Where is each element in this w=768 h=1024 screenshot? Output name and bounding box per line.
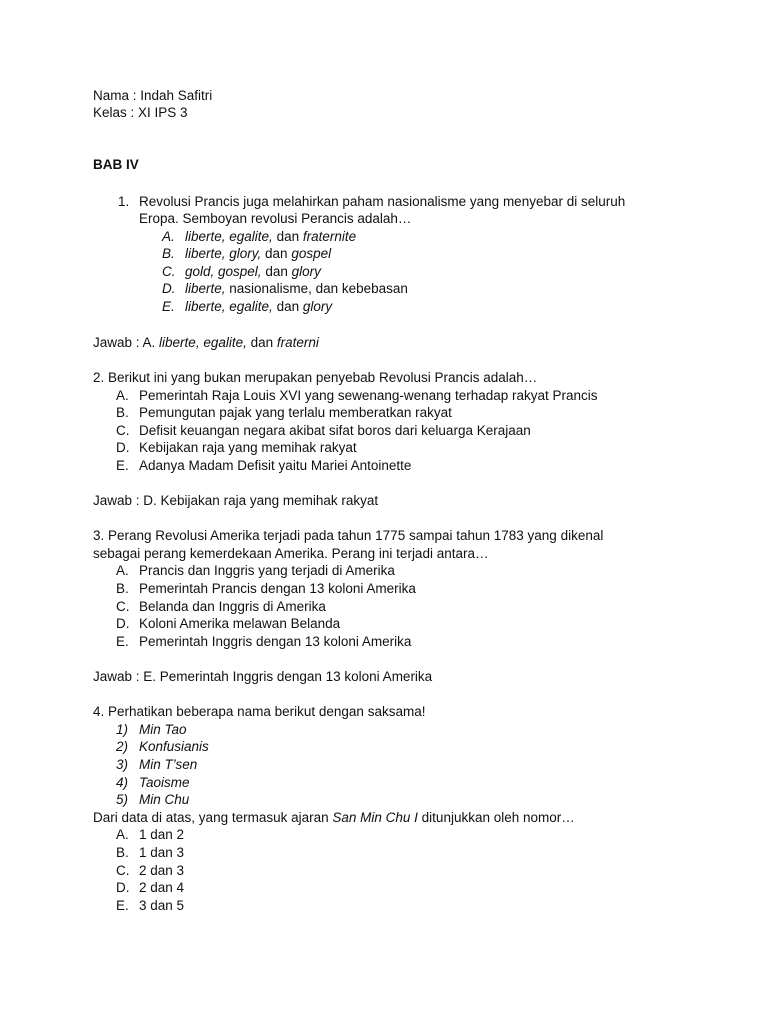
question-text: sebagai perang kemerdekaan Amerika. Perang ini terjadi antara…: [93, 546, 489, 561]
text-run: 2 dan 3: [139, 863, 185, 878]
text-run: 2 dan 4: [139, 880, 185, 895]
student-class: Kelas : XI IPS 3: [93, 105, 188, 120]
option-text: [139, 563, 395, 579]
followup-question: [93, 810, 575, 826]
item-text: Min T’sen: [139, 757, 198, 772]
italic-run: gold, gospel,: [185, 264, 262, 279]
item-number: 5): [116, 792, 129, 807]
option-letter: B.: [116, 845, 129, 860]
answer-line: [93, 669, 432, 685]
option-text: [185, 264, 321, 280]
option-text: [139, 845, 184, 861]
text-run: dan: [261, 246, 292, 261]
italic-run: liberte, egalite,: [185, 229, 273, 244]
item-text: Min Chu: [139, 792, 190, 807]
option-letter: E.: [162, 299, 175, 314]
text-run: Jawab : D. Kebijakan raja yang memihak rakyat: [93, 493, 379, 508]
text-run: Pemungutan pajak yang terlalu memberatkan rakyat: [139, 405, 452, 420]
item-number: 3): [116, 757, 129, 772]
option-text: [139, 880, 184, 896]
option-letter: B.: [116, 405, 129, 420]
answer-line: [93, 335, 319, 351]
item-number: 4): [116, 775, 129, 790]
option-letter: A.: [116, 563, 129, 578]
option-letter: E.: [116, 634, 129, 649]
italic-run: glory: [291, 264, 321, 279]
italic-run: San Min Chu I: [332, 810, 418, 825]
option-letter: D.: [116, 880, 130, 895]
text-run: dan: [272, 299, 303, 314]
italic-run: liberte, egalite,: [159, 335, 247, 350]
text-run: nasionalisme, dan kebebasan: [225, 281, 408, 296]
answer-line: [93, 493, 378, 509]
option-text: [139, 863, 184, 879]
question-text: 3. Perang Revolusi Amerika terjadi pada tahun 1775 sampai tahun 1783 yang dikenal: [93, 528, 604, 543]
item-text: Min Tao: [139, 722, 187, 737]
option-text: [185, 246, 331, 262]
option-text: [139, 599, 326, 615]
student-name: Nama : Indah Safitri: [93, 88, 213, 103]
italic-run: fraternite: [302, 229, 357, 244]
text-run: Kebijakan raja yang memihak rakyat: [139, 440, 357, 455]
option-letter: D.: [116, 616, 130, 631]
option-text: [139, 581, 416, 597]
italic-run: liberte,: [185, 281, 226, 296]
text-run: Pemerintah Raja Louis XVI yang sewenang-wenang terhadap rakyat Prancis: [139, 388, 598, 403]
question-text: 2. Berikut ini yang bukan merupakan penyebab Revolusi Prancis adalah…: [93, 370, 538, 385]
italic-run: liberte, egalite,: [185, 299, 273, 314]
option-text: [139, 898, 184, 914]
option-text: [139, 827, 184, 843]
italic-run: fraterni: [276, 335, 319, 350]
text-run: Koloni Amerika melawan Belanda: [139, 616, 341, 631]
text-run: Defisit keuangan negara akibat sifat boros dari keluarga Kerajaan: [139, 423, 531, 438]
option-text: [139, 388, 598, 404]
question-text: Revolusi Prancis juga melahirkan paham nasionalisme yang menyebar di seluruh: [139, 194, 626, 209]
option-letter: E.: [116, 458, 129, 473]
option-text: [139, 458, 411, 474]
text-run: Pemerintah Prancis dengan 13 koloni Amerika: [139, 581, 416, 596]
text-run: Pemerintah Inggris dengan 13 koloni Amerika: [139, 634, 412, 649]
text-run: Adanya Madam Defisit yaitu Mariei Antoinette: [139, 458, 412, 473]
text-run: 1 dan 3: [139, 845, 185, 860]
option-letter: B.: [116, 581, 129, 596]
option-text: [139, 405, 452, 421]
option-text: [139, 423, 531, 439]
option-letter: B.: [162, 246, 175, 261]
text-run: dan: [261, 264, 292, 279]
option-letter: C.: [116, 599, 130, 614]
question-number: 1.: [118, 194, 130, 209]
option-letter: A.: [116, 388, 129, 403]
option-letter: C.: [116, 863, 130, 878]
text-run: Prancis dan Inggris yang terjadi di Amerika: [139, 563, 395, 578]
question-text: 4. Perhatikan beberapa nama berikut dengan saksama!: [93, 704, 426, 719]
item-text: Taoisme: [139, 775, 190, 790]
text-run: Jawab : E. Pemerintah Inggris dengan 13 koloni Amerika: [93, 669, 433, 684]
text-run: ditunjukkan oleh nomor…: [417, 810, 575, 825]
option-letter: C.: [162, 264, 176, 279]
option-text: [139, 440, 357, 456]
text-run: dan: [272, 229, 303, 244]
italic-run: gospel: [291, 246, 332, 261]
text-run: dan: [246, 335, 277, 350]
text-run: 1 dan 2: [139, 827, 185, 842]
italic-run: glory: [302, 299, 333, 314]
item-text: Konfusianis: [139, 739, 209, 754]
option-letter: A.: [162, 229, 175, 244]
option-text: [185, 281, 408, 297]
option-letter: A.: [116, 827, 129, 842]
text-run: 3 dan 5: [139, 898, 185, 913]
option-letter: E.: [116, 898, 129, 913]
option-letter: D.: [162, 281, 176, 296]
item-number: 2): [116, 739, 129, 754]
option-text: [139, 616, 340, 632]
text-run: Dari data di atas, yang termasuk ajaran: [93, 810, 333, 825]
chapter-title: BAB IV: [93, 157, 139, 172]
text-run: Belanda dan Inggris di Amerika: [139, 599, 326, 614]
option-letter: D.: [116, 440, 130, 455]
item-number: 1): [116, 722, 129, 737]
question-text: Eropa. Semboyan revolusi Perancis adalah…: [139, 211, 412, 226]
option-text: [185, 299, 332, 315]
option-text: [185, 229, 356, 245]
option-letter: C.: [116, 423, 130, 438]
text-run: Jawab : A.: [93, 335, 160, 350]
option-text: [139, 634, 411, 650]
italic-run: liberte, glory,: [185, 246, 262, 261]
